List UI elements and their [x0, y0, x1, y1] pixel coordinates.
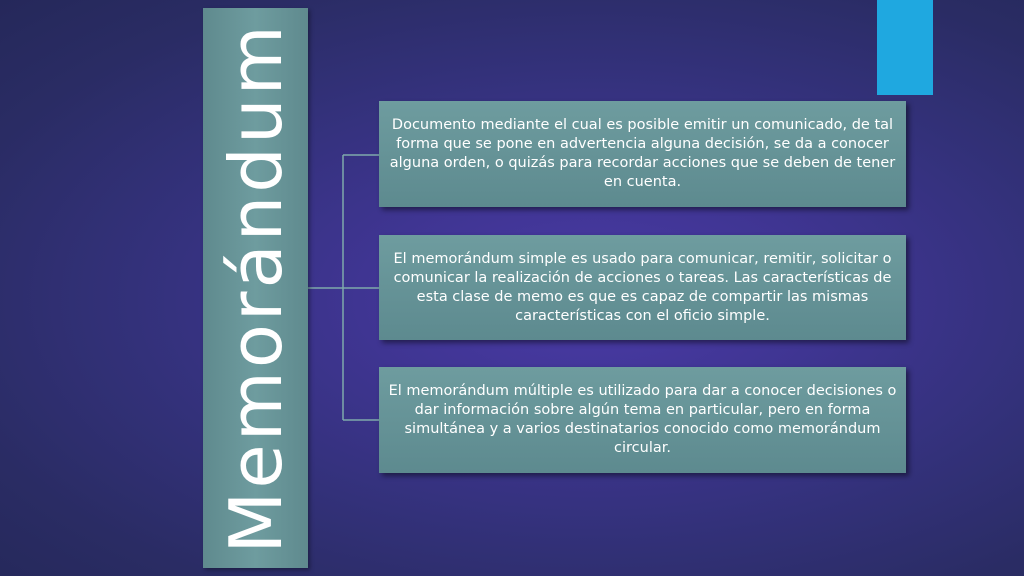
definition-box: [379, 101, 906, 207]
accent-bar: [877, 0, 933, 95]
title-text: Memorándum: [213, 22, 298, 554]
simple-memo-box: [379, 235, 906, 340]
definition-text: Documento mediante el cual es posible emitir un comunicado, de tal forma que se pone en advertencia alguna decisión, se da a conocer alguna orden, o quizás para recordar acciones que se deben de tener en cuenta.: [389, 117, 896, 190]
title-box: [203, 8, 308, 568]
multiple-memo-box: [379, 367, 906, 473]
simple-memo-text: El memorándum simple es usado para comunicar, remitir, solicitar o comunicar la realización de acciones o tareas. Las características de esta clase de memo es que es capaz de compartir las mismas características con el oficio simple.: [393, 250, 892, 324]
multiple-memo-text: El memorándum múltiple es utilizado para dar a conocer decisiones o dar información sobre algún tema en particular, pero en forma simultánea y a varios destinatarios conocido como memorándum circular.: [388, 383, 897, 456]
